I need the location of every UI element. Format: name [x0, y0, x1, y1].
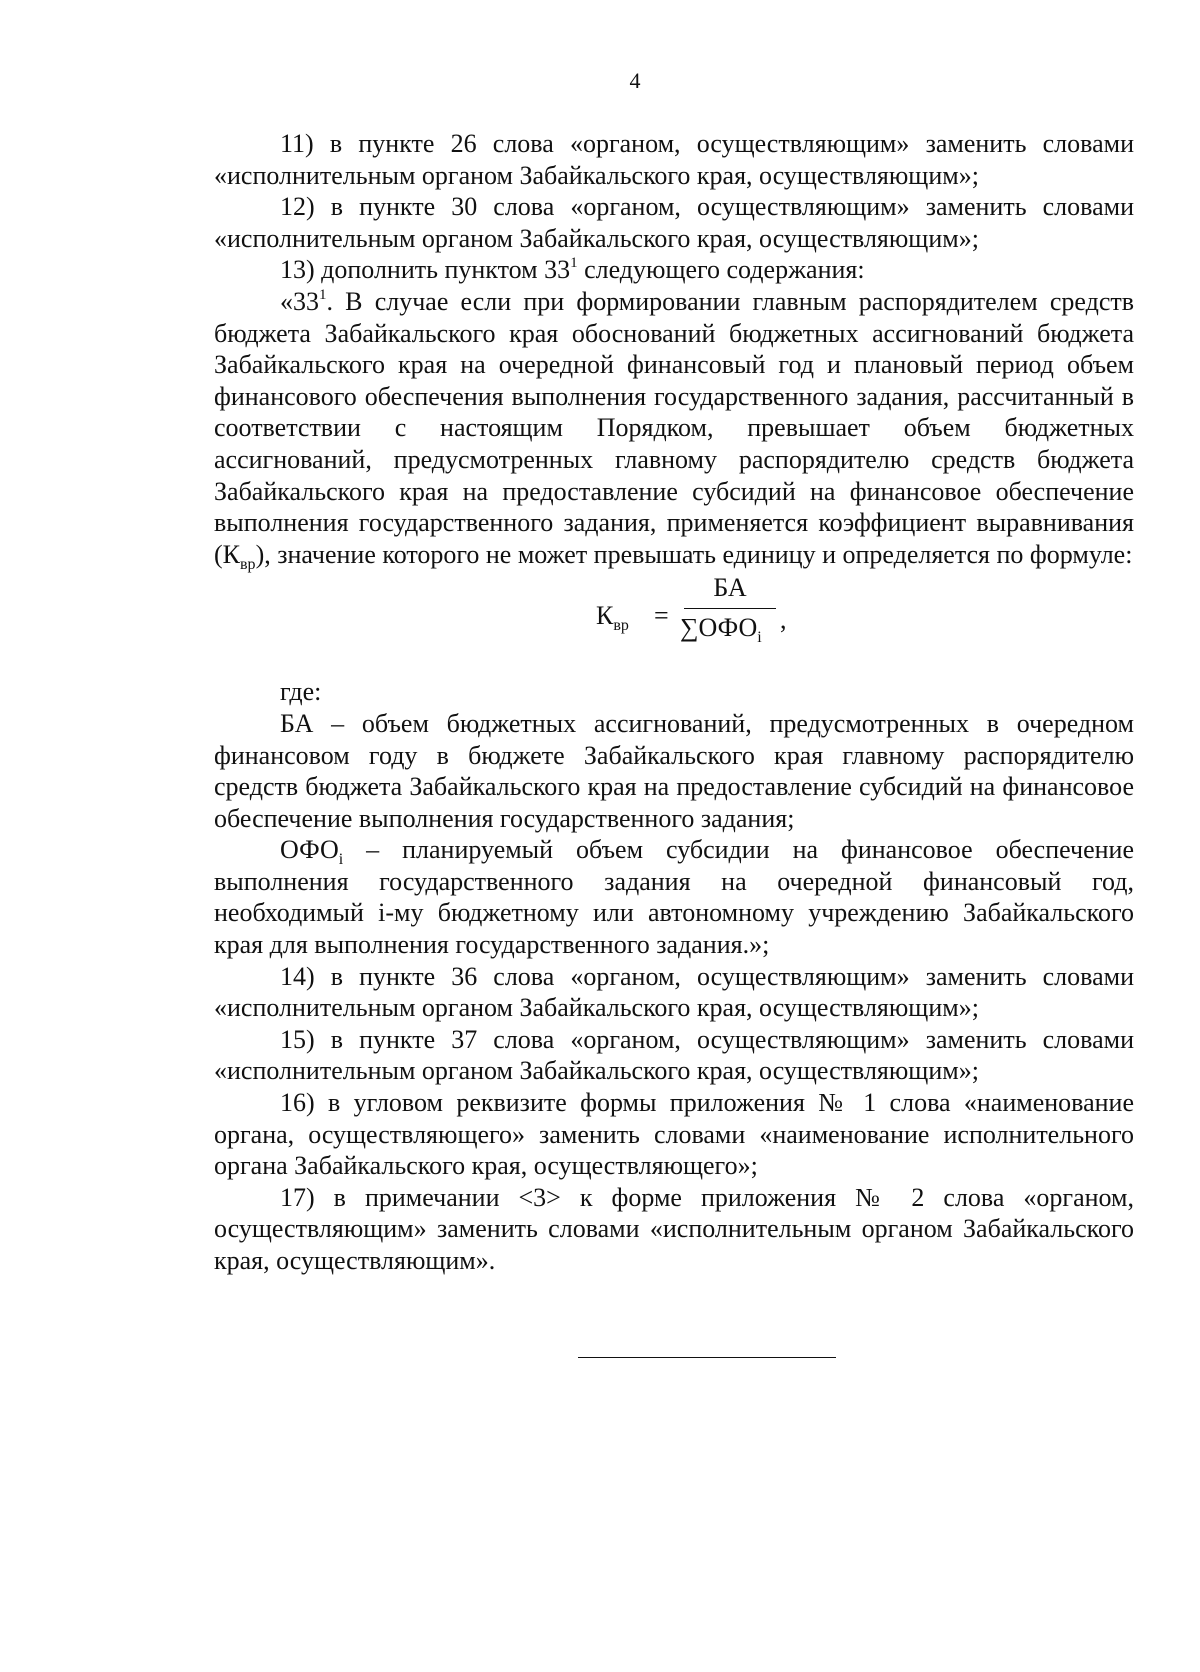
- definition-ofo-text: – планируемый объем субсидии на финансовое обеспечение выполнения государственного задания на очередной финансовый год, необходимый i-му бюджетному или автономному учреждению Забайкальского края для выполнения государственного задания.»;: [214, 835, 1134, 960]
- definition-ofo-subscript: i: [338, 851, 344, 869]
- item-12: 12) в пункте 30 слова «органом, осуществляющим» заменить словами «исполнительным органом Забайкальского края, осуществляющим»;: [214, 192, 1134, 253]
- formula-denominator-term: ОФО: [698, 613, 758, 643]
- formula: [214, 570, 1134, 654]
- definition-ba: БА – объем бюджетных ассигнований, предусмотренных в очередном финансовом году в бюджете Забайкальского края главному распорядителю средств бюджета Забайкальского края на предоставление субсидий на финансовое обеспечение выполнения государственного задания;: [214, 708, 1134, 833]
- formula-lhs-symbol: К: [596, 601, 614, 631]
- item-15: 15) в пункте 37 слова «органом, осуществляющим» заменить словами «исполнительным органом Забайкальского края, осуществляющим»;: [214, 1024, 1134, 1086]
- item-33-1-text-end: ), значение которого не может превышать единицу и определяется по формуле:: [255, 539, 1133, 569]
- formula-denominator: [680, 612, 780, 647]
- item-16: 16) в угловом реквизите формы приложения № 1 слова «наименование органа, осуществляющего» заменить словами «наименование исполнительного органа Забайкальского края, осуществляющего»;: [214, 1088, 1134, 1181]
- formula-lhs-subscript: вр: [613, 617, 629, 635]
- where-label: где:: [280, 677, 322, 707]
- formula-equals: =: [654, 601, 669, 631]
- item-33-1: [214, 286, 1134, 573]
- item-14: 14) в пункте 36 слова «органом, осуществляющим» заменить словами «исполнительным органом Забайкальского края, осуществляющим»;: [214, 961, 1134, 1023]
- end-separator-line: [578, 1357, 836, 1358]
- document-body: [214, 128, 1134, 1277]
- item-13-text-end: следующего содержания:: [577, 255, 865, 285]
- item-11: 11) в пункте 26 слова «органом, осуществляющим» заменить словами «исполнительным органом Забайкальского края, осуществляющим»;: [214, 129, 1134, 190]
- item-33-1-text: . В случае если при формировании главным распорядителем средств бюджета Забайкальского края обоснований бюджетных ассигнований бюджета Забайкальского края на очередной финансовый год и плановый период объем финансового обеспечения выполнения государственного задания, рассчитанный в соответствии с настоящим Порядком, превышает объем бюджетных ассигнований, предусмотренных главному распорядителю средств бюджета Забайкальского края на предоставление субсидий на финансовое обеспечение выполнения государственного задания, применяется коэффициент выравнивания (К: [214, 286, 1134, 569]
- definition-ofo: [214, 834, 1134, 960]
- item-33-1-superscript: 1: [319, 286, 327, 303]
- page-number: 4: [629, 68, 641, 93]
- item-13-superscript: 1: [570, 255, 578, 272]
- formula-numerator: БА: [713, 573, 747, 603]
- item-33-1-subscript: вр: [240, 555, 256, 573]
- formula-comma: ,: [780, 605, 787, 635]
- formula-sum-sign: ∑: [680, 613, 699, 643]
- formula-denominator-subscript: i: [757, 629, 762, 647]
- formula-lhs: [596, 600, 629, 635]
- item-33-1-number: «33: [280, 286, 319, 316]
- formula-fraction-bar: [684, 608, 776, 609]
- item-17: 17) в примечании <3> к форме приложения № 2 слова «органом, осуществляющим» заменить словами «исполнительным органом Забайкальского края, осуществляющим».: [214, 1182, 1134, 1275]
- item-13-text: 13) дополнить пунктом 33: [280, 255, 571, 285]
- item-13: [214, 254, 1134, 286]
- definition-ofo-term: ОФО: [280, 835, 339, 865]
